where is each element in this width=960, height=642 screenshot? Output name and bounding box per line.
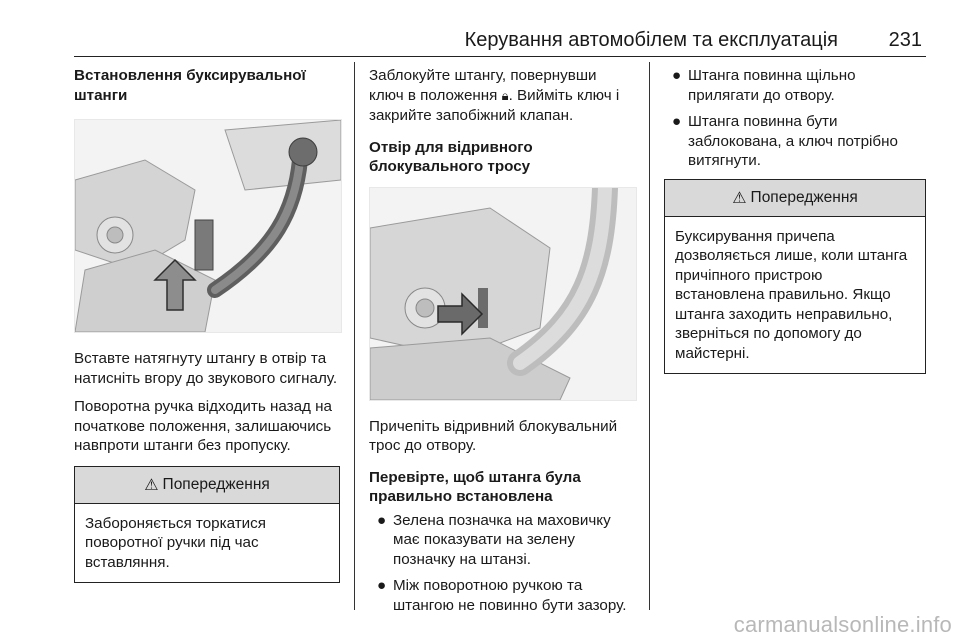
warning-header (665, 180, 925, 217)
section-heading: Встановлення буксирувальної штанги (74, 67, 306, 104)
section-heading: Отвір для відривного блокувального тросу (369, 138, 533, 175)
list-item-text: Штанга повинна щільно прилягати до отвору. (688, 67, 856, 104)
warning-text: Забороняється торкатися поворотної ручки під час вставляння. (85, 514, 266, 571)
instruction-text: Поворотна ручка відходить назад на початкове положення, залишаючись навпроти штанги без пропуску. (74, 398, 332, 454)
page-number: 231 (888, 29, 922, 51)
check-list (664, 66, 926, 171)
column-right (664, 66, 926, 374)
warning-title: Попередження (750, 188, 858, 206)
watermark: carmanualsonline.info (733, 612, 952, 637)
page-header (74, 28, 926, 57)
warning-text: Буксирування причепа дозволяється лише, коли штанга причіпного пристрою встановлена правильно. Якщо штанга заходить неправильно, зверніться по допомогу до майстерні. (675, 227, 908, 362)
warning-triangle-icon: ⚠ (732, 189, 747, 207)
check-list (369, 511, 635, 616)
towbar-insertion-illustration (74, 119, 342, 333)
warning-header (75, 467, 339, 504)
list-item: ● Штанга повинна бути заблокована, а ключ потрібно витягнути. (672, 113, 898, 169)
column-divider (649, 62, 650, 610)
list-item-text: Штанга повинна бути заблокована, а ключ потрібно витягнути. (688, 113, 898, 169)
warning-box (74, 466, 340, 584)
warning-box (664, 179, 926, 375)
column-left (74, 66, 340, 583)
instruction-text-part: . Вийміть ключ і закрийте запобіжний клапан. (369, 86, 620, 124)
lock-closed-icon: 🔒︎ (501, 88, 509, 104)
list-item-text: Зелена позначка на маховичку має показувати на зелену позначку на штанзі. (393, 511, 611, 568)
section-heading: Перевірте, щоб штанга була правильно встановлена (369, 468, 581, 505)
instruction-text (369, 66, 635, 126)
warning-title: Попередження (162, 475, 270, 493)
breakaway-cable-eye-illustration (369, 187, 637, 401)
list-item: ● Між поворотною ручкою та штангою не повинно бути зазору. (377, 577, 627, 614)
instruction-text: Вставте натягнуту штангу в отвір та натисніть вгору до звукового сигналу. (74, 350, 338, 387)
list-item: ● Зелена позначка на маховичку має показувати на зелену позначку на штанзі. (377, 511, 611, 568)
chapter-title: Керування автомобілем та експлуатація (464, 29, 838, 51)
list-item-text: Між поворотною ручкою та штангою не повинно бути зазору. (393, 577, 627, 614)
column-middle (369, 66, 635, 623)
instruction-text: Причепіть відривний блокувальний трос до отвору. (369, 417, 618, 454)
instruction-text-part: Заблокуйте штангу, повернувши ключ в положення (369, 67, 597, 104)
warning-triangle-icon: ⚠ (144, 476, 159, 494)
column-divider (354, 62, 355, 610)
list-item: ● Штанга повинна щільно прилягати до отвору. (672, 67, 856, 104)
